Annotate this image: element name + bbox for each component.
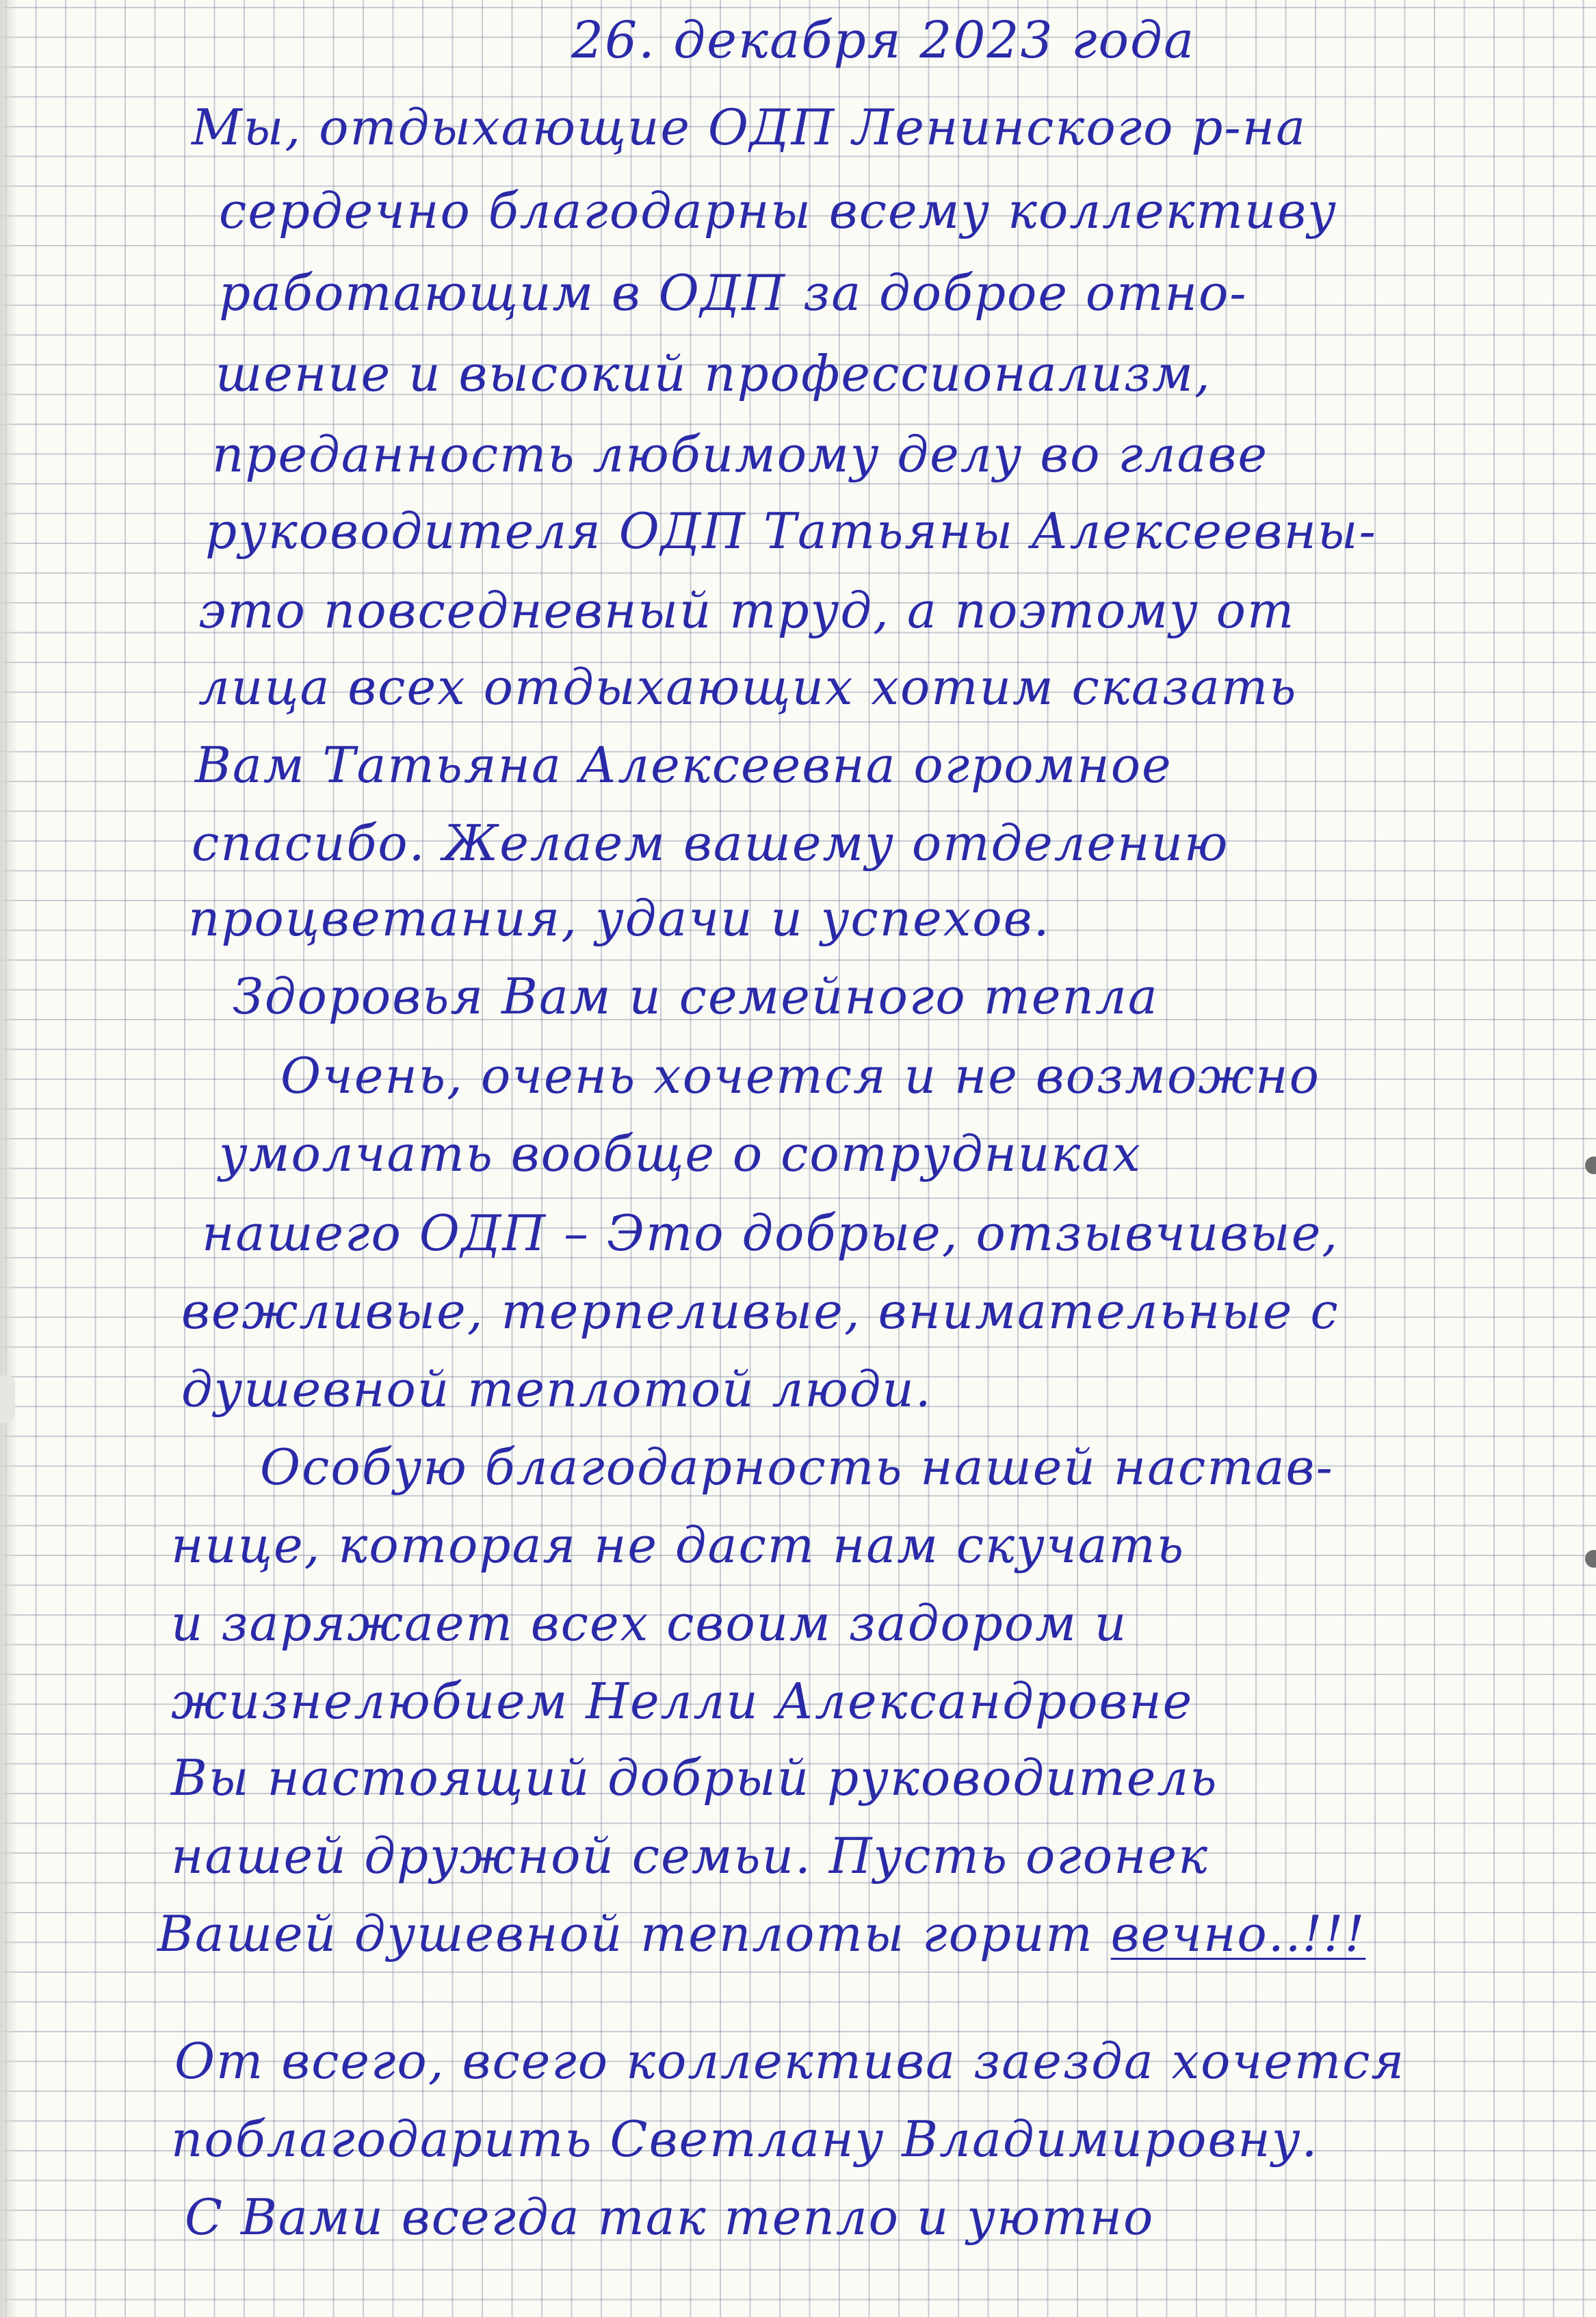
letter-line-2: сердечно благодарны всему коллективу (219, 182, 1337, 240)
letter-line-14: умолчать вообще о сотрудниках (219, 1125, 1142, 1182)
letter-line-7: это повседневный труд, а поэтому от (198, 582, 1296, 639)
letter-line-23: нашей дружной семьи. Пусть огонек (171, 1827, 1209, 1885)
letter-line-11: процветания, удачи и успехов. (188, 890, 1051, 947)
letter-line-12: Здоровья Вам и семейного тепла (233, 968, 1159, 1025)
letter-line-16: вежливые, терпеливые, внимательные с (181, 1282, 1339, 1340)
closing-line-1: От всего, всего коллектива заезда хочется (174, 2032, 1406, 2090)
letter-line-22: Вы настоящий добрый руководитель (171, 1749, 1218, 1807)
letter-line-21: жизнелюбием Нелли Александровне (171, 1672, 1194, 1730)
letter-line-8: лица всех отдыхающих хотим сказать (198, 658, 1298, 716)
letter-line-6: руководителя ОДП Татьяны Алексеевны- (205, 502, 1377, 560)
letter-line-17: душевной теплотой люди. (181, 1360, 932, 1418)
letter-line-24-text: Вашей душевной теплоты горит (157, 1905, 1094, 1963)
letter-line-10: спасибо. Желаем вашему отделению (192, 814, 1229, 872)
letter-line-3: работающим в ОДП за доброе отно- (219, 264, 1248, 322)
closing-line-2: поблагодарить Светлану Владимировну. (171, 2110, 1319, 2168)
letter-line-18: Особую благодарность нашей настав- (260, 1438, 1334, 1496)
letter-line-13: Очень, очень хочется и не возможно (280, 1047, 1320, 1104)
letter-line-5: преданность любимому делу во главе (212, 426, 1268, 483)
letter-line-1: Мы, отдыхающие ОДП Ленинского р-на (192, 99, 1307, 156)
underlined-word: вечно..!!! (1110, 1905, 1366, 1963)
letter-date: 26. декабря 2023 года (571, 11, 1196, 70)
letter-line-19: нице, которая не даст нам скучать (171, 1516, 1186, 1574)
letter-line-9: Вам Татьяна Алексеевна огромное (195, 736, 1173, 794)
letter-line-24 (157, 1905, 1366, 1963)
closing-line-3: С Вами всегда так тепло и уютно (185, 2188, 1155, 2246)
letter-line-4: шение и высокий профессионализм, (215, 345, 1212, 402)
letter-line-20: и заряжает всех своим задором и (171, 1594, 1128, 1652)
letter-line-15: нашего ОДП – Это добрые, отзывчивые, (202, 1204, 1339, 1262)
